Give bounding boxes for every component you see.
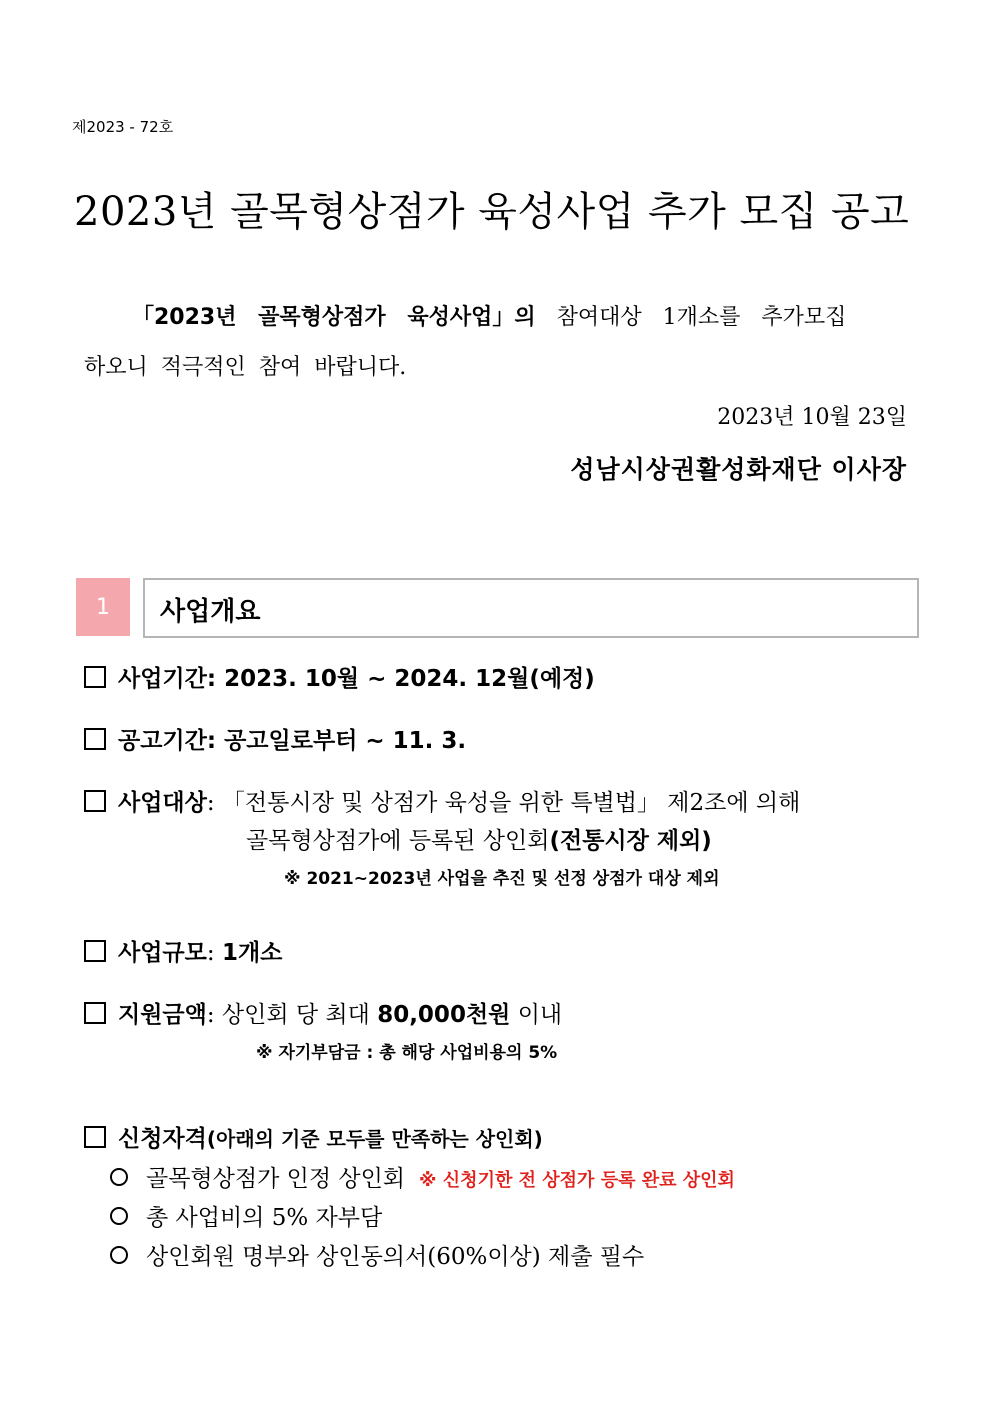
item-notice-period bbox=[84, 722, 466, 755]
intro-line-2: 하오니 적극적인 참여 바랍니다. bbox=[84, 355, 407, 380]
item-value-bold: 1개소 bbox=[221, 940, 283, 966]
item-value: 골목형상점가에 등록된 상인회 bbox=[246, 828, 550, 854]
item-eligibility bbox=[84, 1120, 543, 1153]
item-scale bbox=[84, 934, 282, 967]
item-value: : 2023. 10월 ~ 2024. 12월(예정) bbox=[206, 666, 595, 692]
item-label: 지원금액 bbox=[118, 1002, 207, 1028]
section-number: 1 bbox=[76, 578, 130, 636]
item-support bbox=[84, 996, 562, 1029]
eligibility-sub-2 bbox=[110, 1199, 382, 1232]
checkbox-icon bbox=[84, 940, 106, 962]
item-label: 공고기간 bbox=[118, 728, 207, 754]
item-period bbox=[84, 660, 595, 693]
intro-bold: 「2023년 골목형상점가 육성사업」의 bbox=[132, 305, 536, 330]
item-value-bold: (전통시장 제외) bbox=[549, 828, 712, 854]
support-note: ※ 자기부담금 : 총 해당 사업비용의 5% bbox=[256, 1043, 558, 1063]
item-value-bold: 80,000천원 bbox=[377, 1002, 511, 1028]
checkbox-icon bbox=[84, 1002, 106, 1024]
item-value: 이내 bbox=[510, 1002, 563, 1028]
sub-text: 골목형상점가 인정 상인회 bbox=[146, 1166, 406, 1192]
bullet-circle-icon bbox=[110, 1207, 128, 1225]
checkbox-icon bbox=[84, 1126, 106, 1148]
item-value: : 공고일로부터 ~ 11. 3. bbox=[206, 728, 467, 754]
item-target bbox=[84, 784, 800, 817]
item-value: : bbox=[206, 940, 222, 966]
item-label: 사업기간 bbox=[118, 666, 207, 692]
intro-line-1 bbox=[132, 300, 846, 331]
sub-text: 상인회원 명부와 상인동의서(60%이상) 제출 필수 bbox=[146, 1244, 645, 1270]
checkbox-icon bbox=[84, 728, 106, 750]
item-label: 신청자격 bbox=[118, 1126, 207, 1152]
eligibility-sub-1 bbox=[110, 1160, 735, 1193]
item-label-suffix: (아래의 기준 모두를 만족하는 상인회) bbox=[206, 1127, 543, 1151]
bullet-circle-icon bbox=[110, 1246, 128, 1264]
bullet-circle-icon bbox=[110, 1168, 128, 1186]
item-label: 사업규모 bbox=[118, 940, 207, 966]
item-value: : 상인회 당 최대 bbox=[206, 1002, 378, 1028]
sub-note: ※ 신청기한 전 상점가 등록 완료 상인회 bbox=[419, 1170, 735, 1191]
sub-text: 총 사업비의 5% 자부담 bbox=[146, 1205, 383, 1231]
item-label: 사업대상 bbox=[118, 790, 207, 816]
item-target-line2 bbox=[246, 822, 712, 855]
issuer: 성남시상권활성화재단 이사장 bbox=[570, 455, 907, 484]
eligibility-sub-3 bbox=[110, 1238, 644, 1271]
document-number: 제2023 - 72호 bbox=[72, 118, 174, 136]
section-title: 사업개요 bbox=[160, 597, 261, 627]
checkbox-icon bbox=[84, 790, 106, 812]
target-note: ※ 2021~2023년 사업을 추진 및 선정 상점가 대상 제외 bbox=[284, 869, 720, 889]
page-title: 2023년 골목형상점가 육성사업 추가 모집 공고 bbox=[74, 189, 910, 235]
item-value: : 「전통시장 및 상점가 육성을 위한 특별법」 제2조에 의해 bbox=[206, 790, 801, 816]
checkbox-icon bbox=[84, 666, 106, 688]
intro-rest: 참여대상 1개소를 추가모집 bbox=[556, 305, 847, 330]
notice-date: 2023년 10월 23일 bbox=[717, 405, 907, 430]
